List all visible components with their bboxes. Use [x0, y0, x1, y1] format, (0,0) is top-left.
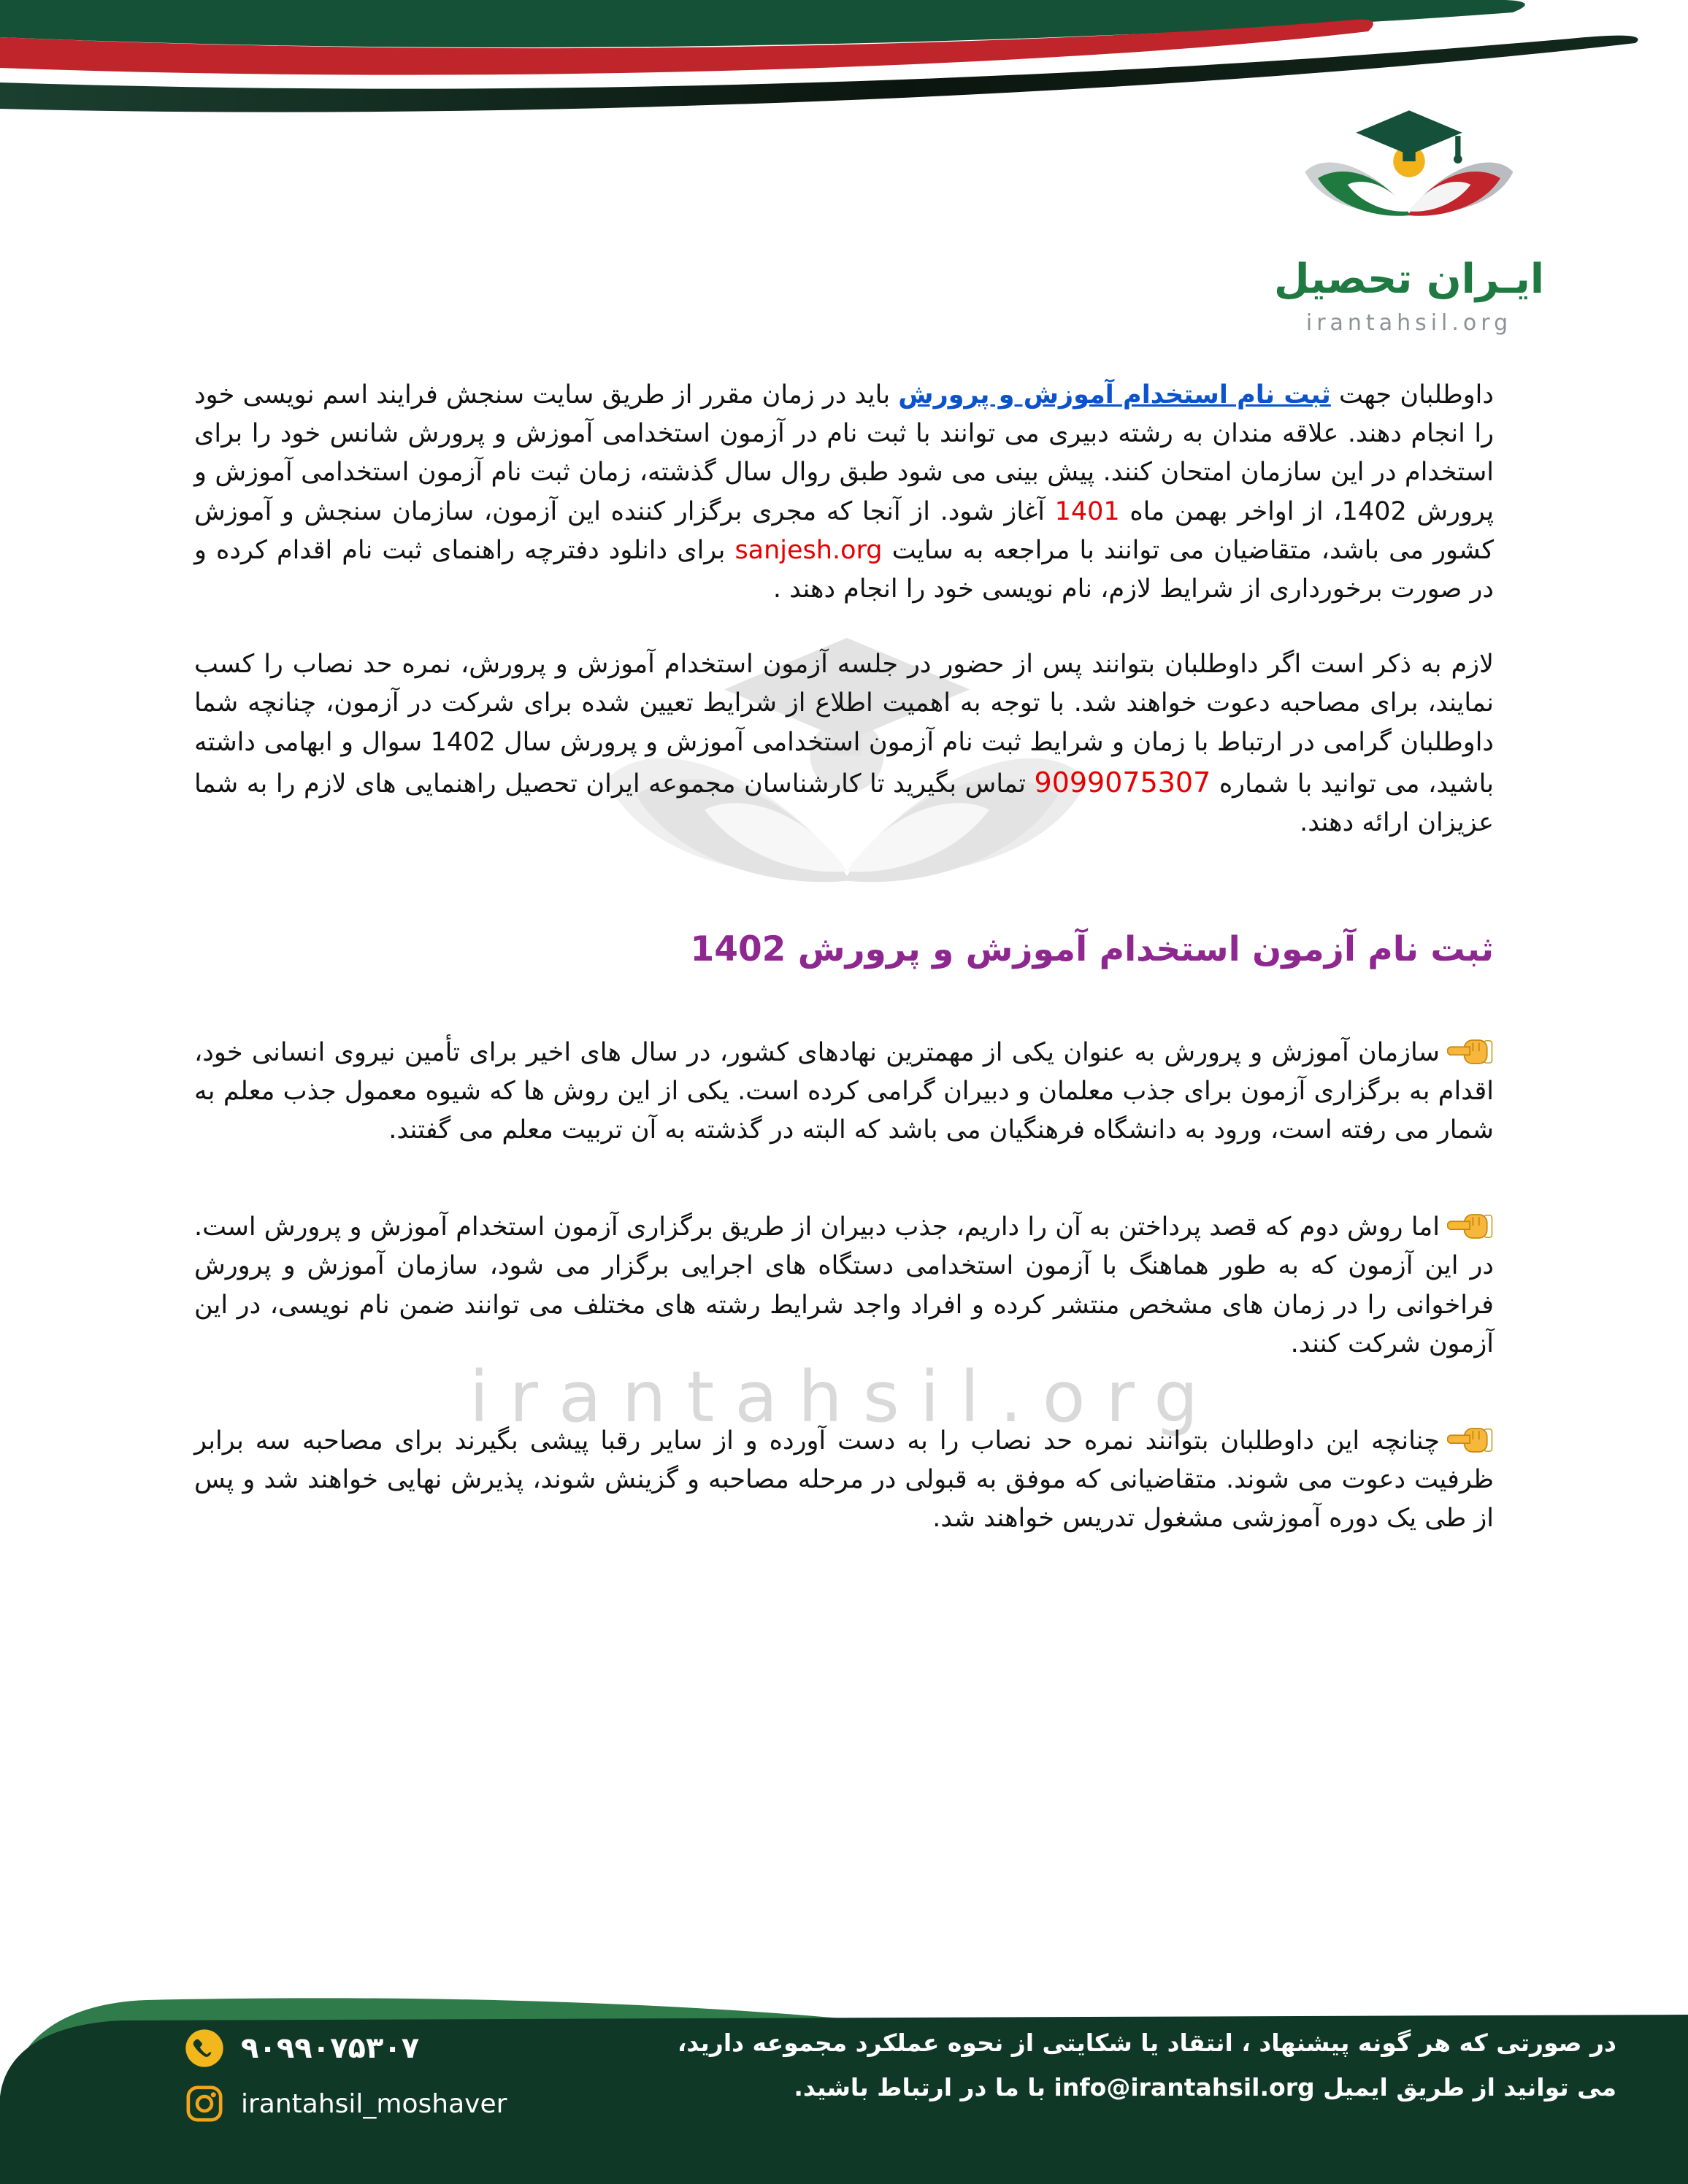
graduate-book-icon [1292, 93, 1526, 253]
instagram-icon [184, 2083, 225, 2124]
bullet-text: چنانچه این داوطلبان بتوانند نمره حد نصاب را به دست آورده و از سایر رقبا پیشی بگیرند برای مصاحبه سه برابر ظرفیت دعوت می شوند. متقاضیانی که موفق به قبولی در مرحله مصاحبه و گزینش شوند، پذیرش نهایی خواهند شد و پس از طی یک دوره آموزشی مشغول تدریس خواهند شد. [194, 1426, 1494, 1534]
paragraph-text: برای دانلود دفترچه راهنمای ثبت نام اقدام کرده و در صورت برخورداری از شرایط لازم، نام نویسی خود را انجام دهند . [194, 535, 1494, 604]
footer-instagram-row[interactable] [184, 2083, 507, 2124]
intro-paragraph [194, 376, 1494, 609]
section-heading: ثبت نام آزمون استخدام آموزش و پرورش 1402 [690, 928, 1494, 969]
footer-text: با ما در ارتباط باشید. [794, 2073, 1054, 2102]
paragraph-text: لازم به ذکر است اگر داوطلبان بتوانند پس از حضور در جلسه آزمون استخدام آموزش و پرورش، نمره حد نصاب را کسب نمایند، برای مصاحبه دعوت خواهند شد. با توجه به اهمیت اطلاع از شرایط تعیین شده برای شرکت در آزمون، چنانچه شما داوطلبان گرامی در ارتباط با زمان و شرایط ثبت نام آزمون استخدامی آموزش و پرورش سال 1402 سوال و ابهامی داشته باشید، می توانید با شماره [194, 650, 1495, 799]
footer-message [678, 2020, 1616, 2110]
bullet-paragraph [194, 1034, 1494, 1150]
paragraph-text: تماس بگیرید تا کارشناسان مجموعه ایران تحصیل راهنمایی های لازم را به شما عزیزان ارائه دهند. [194, 769, 1494, 838]
footer-message-line2 [678, 2065, 1616, 2110]
footer-email-link[interactable]: info@irantahsil.org [1054, 2073, 1315, 2102]
pointing-hand-icon [1447, 1209, 1494, 1244]
bullet-paragraph [194, 1208, 1494, 1364]
paragraph-text: داوطلبان جهت [1330, 380, 1494, 410]
contact-paragraph [194, 645, 1494, 843]
footer-text: می توانید از طریق ایمیل [1314, 2073, 1616, 2102]
article-body [194, 376, 1494, 1597]
bullet-paragraph [194, 1422, 1494, 1539]
logo-brand-name: ایـران تحصیل [1273, 255, 1545, 303]
registration-link[interactable]: ثبت نام استخدام آموزش و پرورش [898, 380, 1331, 410]
bullet-text: سازمان آموزش و پرورش به عنوان یکی از مهمترین نهادهای کشور، در سال های اخیر برای تأمین نیروی انسانی خود، اقدام به برگزاری آزمون برای جذب معلمان و دبیران گرامی کرده است. یکی از این روش ها که شیوه معمول جذب معلم به شمار می رفته است، ورود به دانشگاه فرهنگیان می باشد که البته در گذشته به آن تربیت معلم می گفتند. [194, 1037, 1494, 1145]
paragraph-text: باید در زمان مقرر از طریق سایت سنجش فرایند اسم نویسی خود را انجام دهند. علاقه مندان به رشته دبیری می توانند با ثبت نام در آزمون استخدامی آموزش و پرورش شانس خود را برای استخدام در این سازمان امتحان کنند. پیش بینی می شود طبق روال سال گذشته، زمان ثبت نام آزمون استخدامی آموزش و پرورش 1402، از اواخر بهمن ماه [194, 380, 1494, 526]
site-logo [1241, 93, 1577, 336]
bullet-text: اما روش دوم که قصد پرداختن به آن را داریم، جذب دبیران از طریق برگزاری آزمون استخدام آموزش و پرورش است. در این آزمون که به طور هماهنگ با آزمون استخدامی دستگاه های اجرایی برگزار می شود، سازمان آموزش و پرورش فراخوانی را در زمان های مشخص منتشر کرده و افراد واجد شرایط رشته های مختلف می توانند ضمن نام نویسی، در این آزمون شرکت کنند. [194, 1212, 1494, 1358]
footer-phone-number: ۹۰۹۹۰۷۵۳۰۷ [241, 2031, 420, 2065]
footer-message-line1: در صورتی که هر گونه پیشنهاد ، انتقاد یا شکایتی از نحوه عملکرد مجموعه دارید، [677, 2029, 1616, 2057]
phone-icon [184, 2028, 225, 2069]
watermark-text: irantahsil.org [469, 1356, 1219, 1438]
sanjesh-site-link[interactable]: sanjesh.org [734, 535, 883, 565]
pointing-hand-icon [1447, 1423, 1494, 1458]
year-highlight: 1401 [1054, 496, 1120, 526]
footer-contact-block [184, 2028, 507, 2139]
logo-domain: irantahsil.org [1305, 310, 1513, 336]
pointing-hand-icon [1447, 1034, 1494, 1069]
footer-phone-row[interactable] [184, 2028, 507, 2069]
hotline-number: 9099075307 [1034, 766, 1211, 799]
footer-instagram-handle: irantahsil_moshaver [241, 2088, 507, 2119]
paragraph-text: آغاز شود. از آنجا که مجری برگزار کننده این آزمون، سازمان سنجش و آموزش کشور می باشد، متقاضیان می توانند با مراجعه به سایت [194, 496, 1494, 565]
